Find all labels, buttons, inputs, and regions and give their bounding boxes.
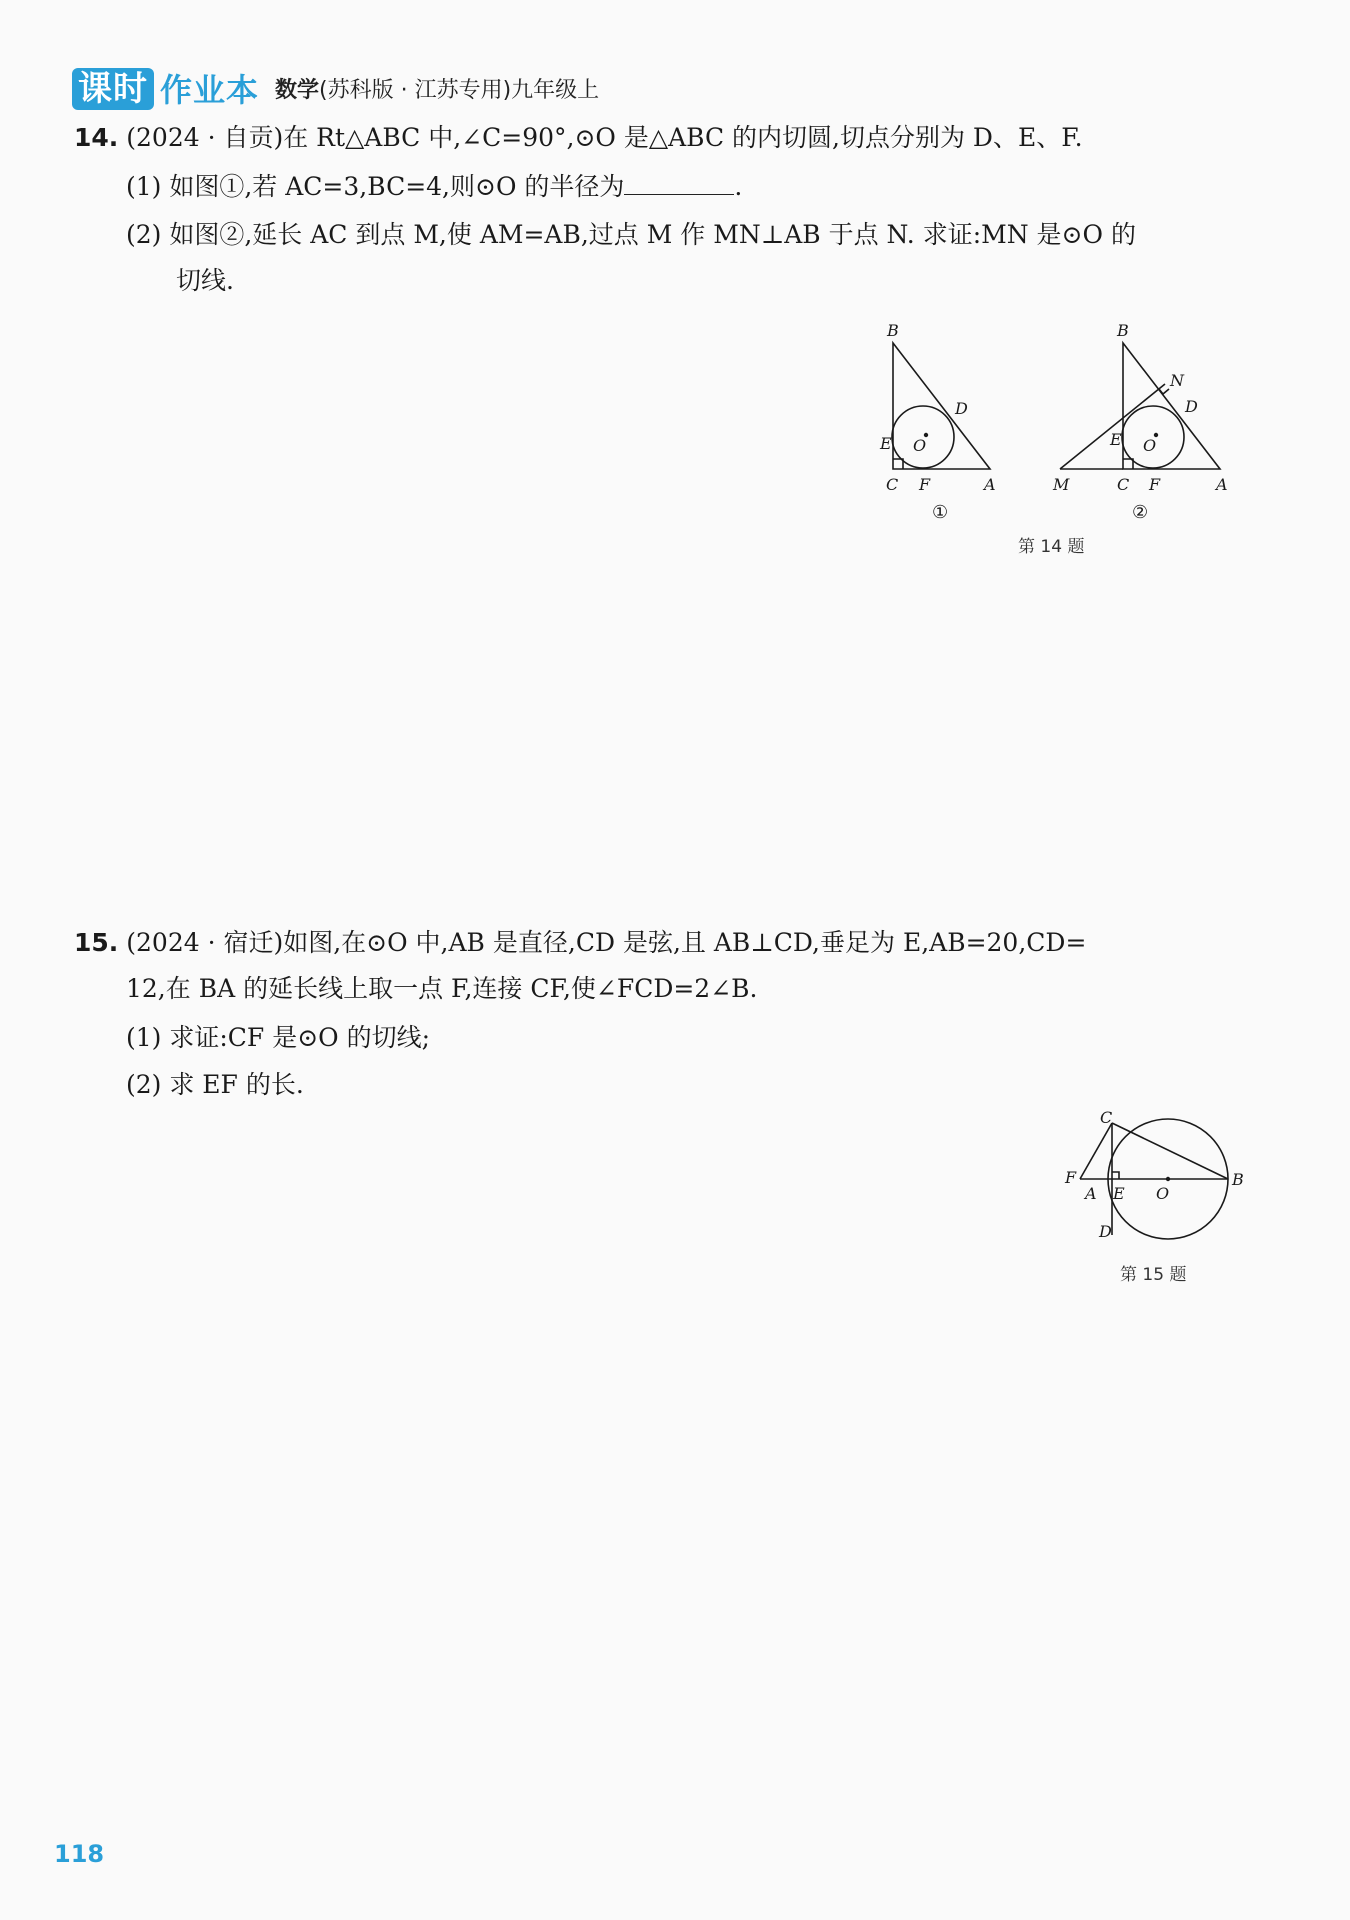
q14-stem (74, 121, 1083, 155)
q15-label-f: F (1065, 1168, 1077, 1187)
book-subtitle (275, 72, 599, 110)
q14-stem-text: (2024 · 自贡)在 Rt△ABC 中,∠C=90°,⊙O 是△ABC 的内切圆,切点分别为 D、E、F. (126, 123, 1083, 152)
fig2-label-e: E (1110, 430, 1122, 449)
q15-part2: (2) 求 EF 的长. (126, 1070, 304, 1099)
fig2-line-mn (1060, 384, 1165, 469)
q15-line-cf (1080, 1123, 1112, 1179)
fig2-label-c: C (1117, 475, 1130, 494)
q14-part1-end: . (734, 172, 743, 201)
q14-part2-line2: 切线. (176, 266, 234, 295)
q15-label-e: E (1113, 1184, 1125, 1203)
fig1-triangle (893, 343, 990, 469)
page-header (72, 66, 599, 110)
fig2-label-d: D (1185, 397, 1198, 416)
q14-part2-line1: (2) 如图②,延长 AC 到点 M,使 AM=AB,过点 M 作 MN⊥AB 于点 N. 求证:MN 是⊙O 的 (126, 220, 1136, 249)
fig1-mark: ① (932, 502, 949, 523)
brand-text: 作业本 (160, 71, 260, 109)
subject: 数学 (275, 78, 320, 103)
fig2-label-o: O (1143, 436, 1157, 455)
q15-stem-line1 (74, 926, 1086, 960)
q15-label-o: O (1156, 1184, 1170, 1203)
q15-stem-line2: 12,在 BA 的延长线上取一点 F,连接 CF,使∠FCD=2∠B. (126, 974, 758, 1003)
edition: (苏科版 · 江苏专用)九年级上 (319, 78, 600, 103)
fig2-label-a: A (1216, 475, 1228, 494)
q15-label-b: B (1232, 1170, 1244, 1189)
q14-figure (860, 318, 1260, 528)
fig2-label-m: M (1053, 475, 1070, 494)
fig2-label-f: F (1149, 475, 1161, 494)
fig2-mark: ② (1132, 502, 1149, 523)
q15-caption: 第 15 题 (1120, 1265, 1187, 1285)
q15-label-c: C (1100, 1110, 1113, 1127)
fig2-label-b: B (1117, 321, 1129, 340)
fig2-right-angle (1123, 459, 1133, 469)
q14-number: 14. (74, 123, 119, 152)
fig2-label-n: N (1170, 371, 1184, 390)
fig1-right-angle (893, 459, 903, 469)
q15-figure (1055, 1110, 1255, 1250)
brand-box: 课时 (72, 68, 154, 110)
fig2-right-angle-n (1159, 389, 1169, 394)
q14-caption: 第 14 题 (1018, 537, 1085, 557)
fig1-label-f: F (919, 475, 931, 494)
fig1-label-b: B (887, 321, 899, 340)
q15-center-dot (1166, 1177, 1170, 1181)
brand-logo (72, 68, 259, 110)
q14-part1-text: (1) 如图①,若 AC=3,BC=4,则⊙O 的半径为 (126, 172, 625, 201)
fig1-label-c: C (886, 475, 899, 494)
q15-label-a: A (1085, 1184, 1097, 1203)
fig1-label-o: O (913, 436, 927, 455)
q15-stem-text: (2024 · 宿迁)如图,在⊙O 中,AB 是直径,CD 是弦,且 AB⊥CD,垂足为 E,AB=20,CD= (126, 928, 1087, 957)
q14-part1 (126, 170, 742, 204)
q15-line-cb (1112, 1123, 1228, 1179)
q15-part1: (1) 求证:CF 是⊙O 的切线; (126, 1023, 431, 1052)
q14-answer-blank[interactable] (624, 170, 734, 195)
page-number: 118 (54, 1840, 105, 1868)
q15-label-d: D (1099, 1222, 1112, 1241)
fig1-label-e: E (880, 434, 892, 453)
fig1-label-d: D (955, 399, 968, 418)
fig1-label-a: A (984, 475, 996, 494)
q15-right-angle (1112, 1172, 1119, 1179)
q15-number: 15. (74, 928, 119, 957)
